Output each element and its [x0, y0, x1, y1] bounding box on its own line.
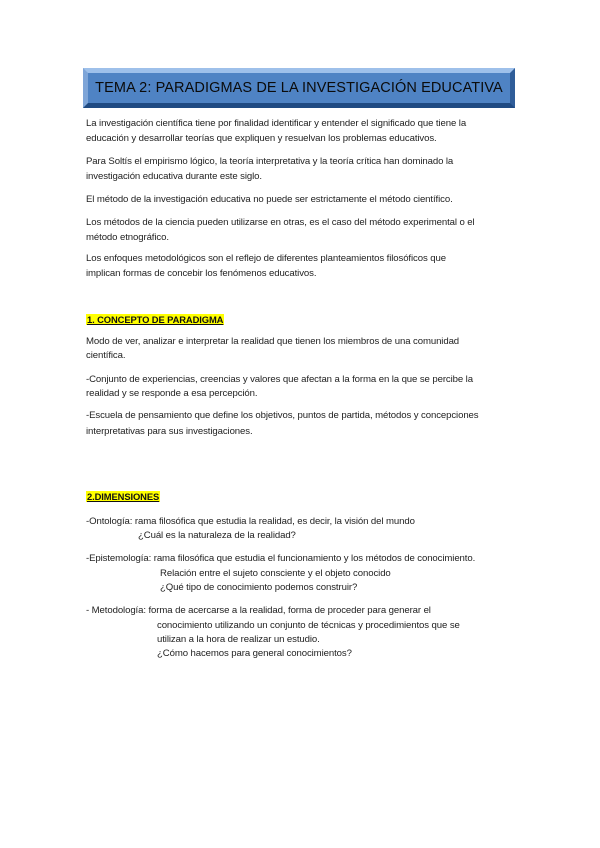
- intro-line: La investigación científica tiene por finalidad identificar y entender el significado que tiene la: [86, 118, 467, 129]
- epistemologia-relation: Relación entre el sujeto consciente y el objeto conocido: [160, 568, 391, 579]
- paragraph-line: -Escuela de pensamiento que define los objetivos, puntos de partida, métodos y concepciones: [86, 410, 479, 421]
- section2-heading: 2.DIMENSIONES: [87, 491, 160, 502]
- ontologia-line: -Ontología: rama filosófica que estudia la realidad, es decir, la visión del mundo: [86, 516, 415, 527]
- title-box: [83, 68, 515, 108]
- metodologia-line: - Metodología: forma de acercarse a la realidad, forma de proceder para generar el: [86, 605, 431, 616]
- metodologia-line: utilizan a la hora de realizar un estudio.: [157, 634, 320, 645]
- epistemologia-line: -Epistemología: rama filosófica que estudia el funcionamiento y los métodos de conocimiento.: [86, 553, 476, 564]
- paragraph-line: Modo de ver, analizar e interpretar la realidad que tienen los miembros de una comunidad: [86, 336, 460, 347]
- paragraph-line: interpretativas para sus investigaciones.: [86, 426, 253, 437]
- intro-line: Para Soltís el empirismo lógico, la teoría interpretativa y la teoría crítica han dominado la: [86, 156, 454, 167]
- intro-line: educación y desarrollar teorías que expliquen y resuelvan los problemas educativos.: [86, 133, 437, 144]
- intro-line: investigación educativa durante este siglo.: [86, 171, 262, 182]
- metodologia-line: conocimiento utilizando un conjunto de técnicas y procedimientos que se: [157, 620, 460, 631]
- intro-line: Los métodos de la ciencia pueden utilizarse en otras, es el caso del método experimental o el: [86, 217, 475, 228]
- section-heading: [86, 489, 160, 506]
- paragraph-line: científica.: [86, 350, 126, 361]
- epistemologia-question: ¿Qué tipo de conocimiento podemos construir?: [160, 582, 358, 593]
- metodologia-question: ¿Cómo hacemos para general conocimientos?: [157, 648, 352, 659]
- section1-heading: 1. CONCEPTO DE PARADIGMA: [87, 314, 224, 325]
- section-heading: [86, 312, 224, 329]
- page-title: TEMA 2: PARADIGMAS DE LA INVESTIGACIÓN EDUCATIVA: [95, 80, 503, 96]
- paragraph-line: realidad y se responde a esa percepción.: [86, 388, 258, 399]
- intro-line: implican formas de concebir los fenómenos educativos.: [86, 268, 317, 279]
- paragraph-line: -Conjunto de experiencias, creencias y valores que afectan a la forma en la que se percibe la: [86, 374, 473, 385]
- intro-line: El método de la investigación educativa no puede ser estrictamente el método científico.: [86, 194, 453, 205]
- intro-line: Los enfoques metodológicos son el reflejo de diferentes planteamientos filosóficos que: [86, 253, 446, 264]
- intro-line: método etnográfico.: [86, 232, 169, 243]
- ontologia-question: ¿Cuál es la naturaleza de la realidad?: [138, 530, 296, 541]
